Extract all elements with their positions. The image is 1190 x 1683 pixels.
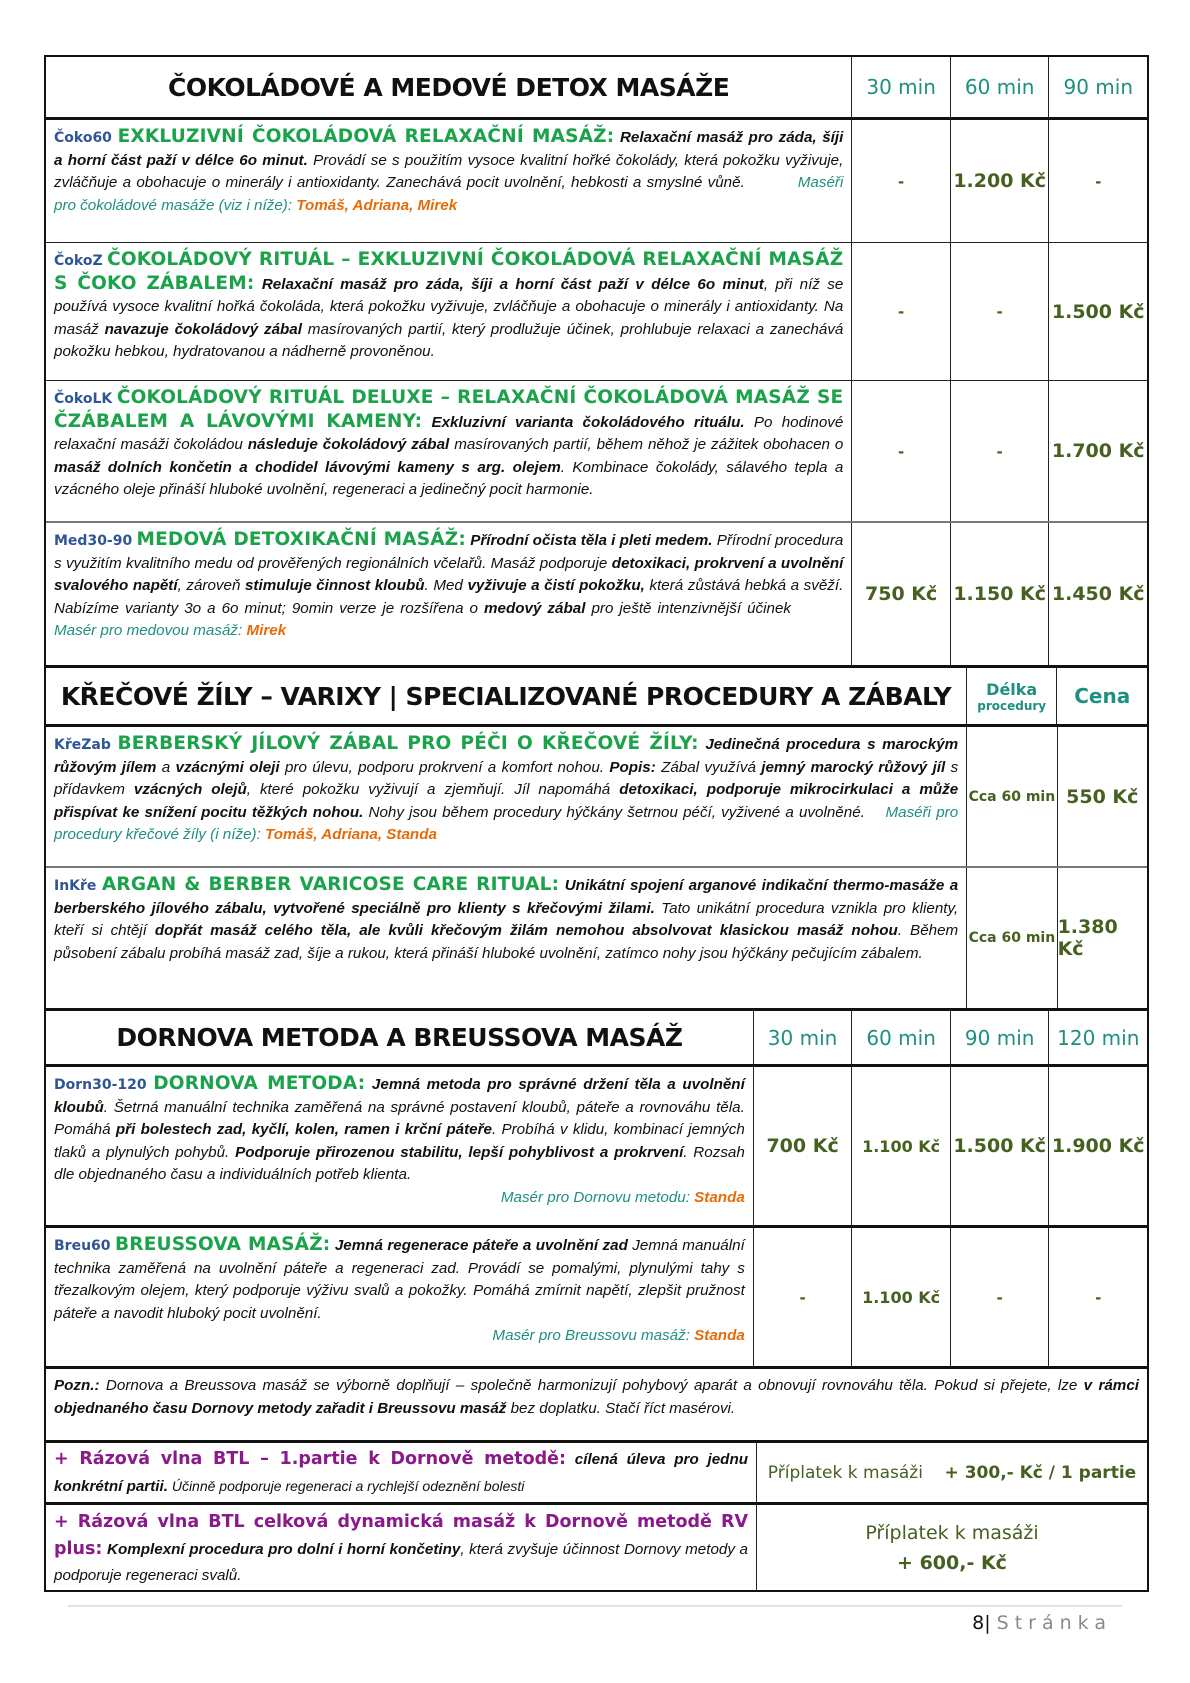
price-60min: 1.100 Kč — [851, 1228, 950, 1366]
addon-surcharge — [756, 1443, 1147, 1502]
note-row — [46, 1366, 1147, 1440]
note-body: Dornova a Breussova masáž se výborně doplňují – společně harmonizují pohybový aparát a obnovují rovnováhu těla. Pokud si přejete, lze — [99, 1377, 1084, 1394]
page-footer — [972, 1612, 1112, 1634]
service-lead: Jemná metoda pro správné držení těla a uvolnění kloubů — [54, 1076, 745, 1116]
service-text: . Kombinace čokolády, sálavého tepla a vzácného oleje přináší hluboké uvolnění, regeneraci a jedinečný pocit harmonie. — [54, 458, 844, 498]
column-header-120min: 120 min — [1048, 1011, 1147, 1064]
section-title: KŘEČOVÉ ŽÍLY – VARIXY | SPECIALIZOVANÉ PROCEDURY A ZÁBALY — [60, 681, 952, 711]
service-description — [46, 1228, 753, 1366]
service-code: Breu60 — [54, 1238, 111, 1254]
note-label: Pozn.: — [54, 1377, 100, 1394]
service-text: která zůstává hebká a svěží. Nabízíme varianty 3o a 6o minut; 9omin verze je rozšířena o — [54, 577, 844, 617]
service-text: , které pokožku vyživují a zjemňují. Jíl napomáhá — [246, 781, 620, 798]
duration-value: Cca 60 min — [966, 727, 1056, 866]
column-header-60min: 60 min — [950, 57, 1049, 117]
service-lead: Jedinečná procedura s marockým růžovým jílem — [54, 736, 959, 776]
surcharge-value: + 600,- Kč — [897, 1551, 1007, 1574]
service-highlight: masáž dolních končetin a chodidel lávovými kameny s arg. olejem — [54, 458, 561, 476]
addon-description — [46, 1505, 756, 1590]
price-30min: - — [851, 243, 950, 380]
section-header-dorn — [46, 1008, 1147, 1064]
price-30min: - — [851, 120, 950, 242]
service-description — [46, 727, 966, 866]
service-code: ČokoLK — [54, 391, 113, 407]
price-30min: - — [753, 1228, 852, 1366]
service-name: DORNOVA METODA: — [153, 1073, 366, 1094]
service-code: KřeZab — [54, 737, 111, 753]
masseur-names: Standa — [694, 1188, 745, 1206]
service-text: , při níž se používá vysoce kvalitní hořká čokoláda, která pokožku vyživuje, zvláčňuje a obohacuje o minerály i antioxidanty. Na masáž — [54, 275, 844, 338]
service-text: masírovaných partií, který prodlužuje účinek, prohlubuje relaxaci a zanechává pokožku hebkou, hydratovanou a nádherně provoněnou. — [54, 320, 844, 360]
masseur-names: Tomáš, Adriana, Mirek — [296, 196, 458, 214]
service-description — [46, 120, 851, 242]
masseur-names: Mirek — [246, 622, 287, 639]
service-text: . Probíhá v klidu, kombinací jemných tlaků a plynulých pohybů. — [54, 1121, 745, 1161]
service-row — [46, 1225, 1147, 1366]
price-60min: - — [950, 381, 1049, 521]
service-row — [46, 866, 1147, 1008]
service-lead: Relaxační masáž pro záda, šíji a horní část paží v délce 6o minut. — [54, 129, 844, 169]
addon-title: + Rázová vlna BTL celková dynamická masáž k Dornově metodě RV plus: — [54, 1512, 748, 1559]
service-text: pro úlevu, podporu prokrvení a komfort nohou. — [279, 758, 610, 776]
price-30min: 750 Kč — [851, 523, 950, 665]
note-body: bez doplatku. Stačí říct masérovi. — [506, 1399, 736, 1417]
column-header-60min: 60 min — [851, 1011, 950, 1064]
masseur-label: Masér pro Dornovu metodu: — [500, 1188, 690, 1206]
service-text: pro ještě intenzivnější účinek — [585, 599, 791, 617]
addon-lead: Komplexní procedura pro dolní i horní končetiny — [107, 1541, 461, 1558]
service-highlight: Popis: — [609, 758, 656, 776]
price-60min: 1.200 Kč — [950, 120, 1049, 242]
service-text: Přírodní procedura s využitím kvalitního medu od prověřených regionálních včelařů. Masáž podporuje — [54, 532, 844, 572]
service-highlight: vzácnými oleji — [175, 758, 280, 776]
price-60min: 1.100 Kč — [851, 1067, 950, 1225]
service-text: Zábal využívá — [655, 758, 762, 776]
service-row — [46, 724, 1147, 866]
service-text: , zároveň — [177, 577, 245, 594]
service-row — [46, 521, 1147, 665]
addon-row — [46, 1440, 1147, 1502]
column-header-90min: 90 min — [1048, 57, 1147, 117]
addon-title: + Rázová vlna BTL – 1.partie k Dornově metodě: — [54, 1449, 566, 1469]
service-text: . Rozsah dle objednaného času a individuálních potřeb klienta. — [54, 1143, 745, 1183]
service-text: s přídavkem — [54, 758, 959, 798]
service-text: . Během působení zábalu probíhá masáž zad, šíje a rukou, která přináší hluboké uvolnění, zatímco nohy jsou hýčkány pečujícím zábalem. — [54, 922, 959, 962]
service-highlight: vyživuje a čistí pokožku, — [467, 577, 645, 594]
section-header-chocolate — [46, 57, 1147, 117]
price-value: 550 Kč — [1057, 727, 1147, 866]
page-number: 8 — [972, 1612, 985, 1634]
masseur-names: Tomáš, Adriana, Standa — [265, 826, 437, 843]
service-text: Jemná manuální technika zaměřená na uvolnění páteře a regeneraci zad. Provádí se pomalými, plynulými tahy s třezalkovým olejem, který podporuje výživu svalů a pokožky. Pomáhá zmírnit napětí, zlepšit pružnost páteře a navodit hluboký pocit uvolnění. — [54, 1237, 745, 1322]
price-60min: 1.150 Kč — [950, 523, 1049, 665]
masseur-names: Standa — [694, 1327, 745, 1344]
service-code: Čoko60 — [54, 130, 112, 146]
service-name-colon: : — [691, 733, 699, 754]
service-code: InKře — [54, 878, 97, 894]
service-highlight: dopřát masáž celého těla, ale kvůli křečovým žilám nemohou absolvovat klasickou masáž nohou — [154, 922, 898, 939]
service-name: ČOKOLÁDOVÝ RITUÁL DELUXE – RELAXAČNÍ ČOKOLÁDOVÁ MASÁŽ SE ČZÁBALEM A LÁVOVÝMI KAMENY: — [54, 387, 844, 432]
price-90min: 1.500 Kč — [950, 1067, 1049, 1225]
duration-sublabel: procedury — [977, 698, 1047, 713]
service-name: BERBERSKÝ JÍLOVÝ ZÁBAL PRO PÉČI O KŘEČOVÉ ŽÍLY — [117, 733, 692, 754]
masseur-label: Maséři pro čokoládové masáže (viz i níže): — [54, 174, 844, 214]
service-text: . Med — [424, 577, 468, 594]
service-code: Med30-90 — [54, 533, 133, 549]
price-90min: - — [1048, 120, 1147, 242]
addon-description — [46, 1443, 756, 1502]
service-text: masírovaných partií, během něhož je zážitek obohacen o — [449, 436, 844, 453]
service-description — [46, 1067, 753, 1225]
section-title: DORNOVA METODA A BREUSSOVA MASÁŽ — [116, 1023, 683, 1052]
service-name: EXKLUZIVNÍ ČOKOLÁDOVÁ RELAXAČNÍ MASÁŽ: — [117, 126, 615, 147]
price-30min: 700 Kč — [753, 1067, 852, 1225]
price-60min: - — [950, 243, 1049, 380]
service-lead: Jemná regenerace páteře a uvolnění zad — [330, 1237, 628, 1254]
addon-surcharge — [756, 1505, 1147, 1590]
service-name: ČOKOLÁDOVÝ RITUÁL – EXKLUZIVNÍ ČOKOLÁDOVÁ RELAXAČNÍ MASÁŽ S ČOKO ZÁBALEM: — [54, 249, 844, 294]
service-highlight: vzácných olejů — [133, 781, 247, 798]
service-highlight: navazuje čokoládový zábal — [104, 320, 302, 338]
service-highlight: stimuluje činnost kloubů — [244, 577, 425, 594]
addon-lead: cílená úleva pro jednu konkrétní partii. — [54, 1451, 749, 1495]
service-row — [46, 242, 1147, 380]
service-name: ARGAN & BERBER VARICOSE CARE RITUAL — [101, 874, 552, 895]
column-header-30min: 30 min — [851, 57, 950, 117]
service-highlight: při bolestech zad, kyčlí, kolen, ramen i krční páteře — [115, 1121, 492, 1138]
footer-separator: | — [984, 1612, 991, 1634]
price-90min: 1.450 Kč — [1048, 523, 1147, 665]
duration-label: Délka — [986, 679, 1038, 699]
addon-row — [46, 1502, 1147, 1590]
price-120min: 1.900 Kč — [1048, 1067, 1147, 1225]
service-description — [46, 523, 851, 665]
service-text: Tato unikátní procedura vznikla pro klienty, kteří si chtějí — [54, 899, 959, 939]
section-title: ČOKOLÁDOVÉ A MEDOVÉ DETOX MASÁŽE — [168, 72, 730, 102]
column-header-duration — [966, 668, 1057, 724]
service-highlight: Podporuje přirozenou stabilitu, lepší pohyblivost a prokrvení — [235, 1143, 684, 1161]
masseur-label: Masér pro Breussovu masáž: — [492, 1327, 690, 1344]
service-name: BREUSSOVA MASÁŽ: — [114, 1234, 331, 1255]
column-header-30min: 30 min — [753, 1011, 852, 1064]
price-30min: - — [851, 381, 950, 521]
service-code: ČokoZ — [54, 253, 103, 269]
service-description — [46, 868, 966, 1008]
service-text: Provádí se s použitím vysoce kvalitní hořké čokolády, která pokožku vyživuje, zvláčňuje a obohacuje o minerály i antioxidanty. Zanechává pocit uvolnění, hebkosti a smyslné vůně. — [54, 151, 844, 191]
service-text: Nohy jsou během procedury hýčkány šetrnou péčí, vyživené a uvolněné. — [363, 803, 865, 821]
service-text: a — [156, 758, 176, 776]
service-code: Dorn30-120 — [54, 1077, 147, 1093]
column-header-price: Cena — [1056, 668, 1147, 724]
price-90min: 1.700 Kč — [1048, 381, 1147, 521]
note-highlight: v rámci objednaného času Dornovy metody zařadit i Breussovu masáž — [54, 1377, 1139, 1417]
service-lead: Přírodní očista těla i pleti medem. — [470, 532, 713, 549]
surcharge-label: Příplatek k masáži — [865, 1521, 1039, 1544]
masseur-label: Masér pro medovou masáž: — [54, 622, 243, 639]
service-highlight: jemný marocký růžový jíl — [761, 758, 946, 776]
service-row — [46, 117, 1147, 242]
service-text: Po hodinové relaxační masáži čokoládou — [54, 413, 844, 453]
price-90min: 1.500 Kč — [1048, 243, 1147, 380]
service-description — [46, 381, 851, 521]
service-highlight: detoxikaci, prokrvení a uvolnění svalového napětí — [54, 554, 844, 594]
service-lead: Relaxační masáž pro záda, šíji a horní část paží v délce 6o minut — [261, 275, 764, 293]
page-word: Stránka — [996, 1612, 1112, 1634]
addon-text: , která zvyšuje účinnost Dornovy metody a podporuje regeneraci svalů. — [54, 1541, 748, 1584]
duration-value: Cca 60 min — [966, 868, 1056, 1008]
price-value: 1.380 Kč — [1057, 868, 1147, 1008]
service-highlight: detoxikaci, podporuje mikrocirkulaci a může přispívat ke snížení pocitu těžkých nohou. — [54, 781, 959, 821]
price-list-table — [44, 55, 1149, 1592]
masseur-line — [54, 1325, 745, 1348]
column-header-90min: 90 min — [950, 1011, 1049, 1064]
service-description — [46, 243, 851, 380]
section-header-varicose — [46, 665, 1147, 724]
service-name-colon: : — [551, 874, 560, 895]
service-highlight: následuje čokoládový zábal — [247, 436, 450, 453]
service-lead: Unikátní spojení arganové indikační thermo-masáže a berberského jílového zábalu, vytvořené speciálně pro klienty s křečovými žilami. — [54, 877, 959, 917]
price-120min: - — [1048, 1228, 1147, 1366]
addon-text: Účinně podporuje regeneraci a rychlejší odeznění bolesti — [167, 1478, 525, 1494]
surcharge-label: Příplatek k masáži — [767, 1462, 923, 1483]
masseur-label: Maséři pro procedury křečové žíly (i níže): — [54, 803, 959, 843]
service-row — [46, 1064, 1147, 1225]
service-text: . Šetrná manuální technika zaměřená na správné postavení kloubů, páteře a rovnováhu těla. Pomáhá — [54, 1098, 745, 1138]
masseur-line — [54, 1187, 745, 1210]
surcharge-value: + 300,- Kč / 1 partie — [944, 1462, 1137, 1483]
service-lead: Exkluzivní varianta čokoládového rituálu. — [431, 413, 745, 431]
price-90min: - — [950, 1228, 1049, 1366]
footer-divider — [68, 1605, 1122, 1607]
service-row — [46, 380, 1147, 521]
service-highlight: medový zábal — [484, 599, 586, 617]
note-text — [46, 1369, 1147, 1440]
service-name: MEDOVÁ DETOXIKAČNÍ MASÁŽ: — [136, 529, 466, 550]
